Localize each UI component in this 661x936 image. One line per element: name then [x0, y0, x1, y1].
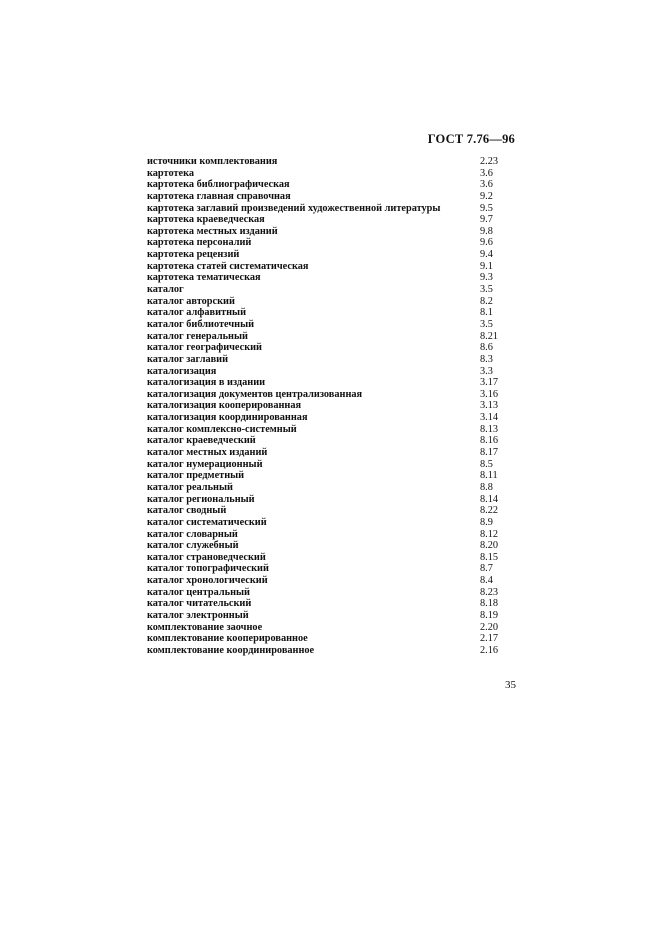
- index-entry: [147, 354, 507, 366]
- index-entry: [147, 296, 507, 308]
- index-entry: [147, 622, 507, 634]
- index-term: каталог авторский: [147, 295, 235, 307]
- index-term: картотека главная справочная: [147, 190, 291, 202]
- index-term: каталог заглавий: [147, 353, 229, 365]
- index-term: комплектование координированное: [147, 644, 315, 656]
- index-reference: 3.14: [480, 412, 499, 424]
- index-entry: [147, 587, 507, 599]
- index-term: каталог хронологический: [147, 575, 268, 587]
- index-reference: 3.6: [480, 179, 493, 191]
- index-entry: [147, 203, 507, 215]
- index-term: картотека рецензий: [147, 249, 240, 261]
- index-entry: [147, 505, 507, 517]
- index-reference: 8.17: [480, 447, 499, 459]
- index-term: каталог региональный: [147, 493, 255, 505]
- index-entry: [147, 459, 507, 471]
- index-entry: [147, 377, 507, 389]
- index-term: каталог центральный: [147, 586, 250, 598]
- index-entry: [147, 575, 507, 587]
- index-reference: 9.5: [480, 202, 493, 214]
- index-reference: 8.16: [480, 435, 499, 447]
- index-entry: [147, 272, 507, 284]
- index-reference: 8.6: [480, 342, 493, 354]
- index-reference: 2.23: [480, 156, 499, 167]
- index-reference: 8.13: [480, 423, 499, 435]
- index-entry: [147, 598, 507, 610]
- index-term: каталог предметный: [147, 470, 245, 482]
- index-term: комплектование кооперированное: [147, 633, 308, 645]
- index-reference: 8.14: [480, 493, 499, 505]
- index-reference: 8.4: [480, 575, 493, 587]
- index-entry: [147, 552, 507, 564]
- index-term: каталог географический: [147, 342, 262, 354]
- index-term: картотека библиографическая: [147, 179, 290, 191]
- index-entry: [147, 156, 507, 168]
- index-term: каталог библиотечный: [147, 318, 255, 330]
- index-reference: 9.6: [480, 237, 493, 249]
- index-entry: [147, 261, 507, 273]
- index-reference: 9.4: [480, 249, 493, 261]
- index-reference: 8.7: [480, 563, 493, 575]
- index-term: каталог читательский: [147, 598, 252, 610]
- index-entry: [147, 540, 507, 552]
- index-term: каталогизация координированная: [147, 412, 308, 424]
- index-reference: 8.20: [480, 540, 499, 552]
- index-entry: [147, 633, 507, 645]
- index-term: картотека тематическая: [147, 272, 261, 284]
- index-reference: 3.5: [480, 318, 493, 330]
- index-reference: 8.23: [480, 586, 499, 598]
- index-term: каталогизация в издании: [147, 377, 266, 389]
- index-term: каталогизация: [147, 365, 217, 377]
- index-term: картотека краеведческая: [147, 214, 265, 226]
- index-reference: 8.9: [480, 516, 493, 528]
- index-term: каталог сводный: [147, 505, 227, 517]
- index-reference: 3.6: [480, 167, 493, 179]
- index-reference: 2.16: [480, 644, 499, 656]
- index-reference: 8.15: [480, 551, 499, 563]
- index-term: каталогизация кооперированная: [147, 400, 302, 412]
- index-term: каталогизация документов централизованная: [147, 388, 363, 400]
- index-entry: [147, 447, 507, 459]
- index-reference: 9.7: [480, 214, 493, 226]
- index-reference: 8.18: [480, 598, 499, 610]
- index-reference: 2.20: [480, 621, 499, 633]
- index-entry: [147, 400, 507, 412]
- index-term: источники комплектования: [147, 156, 278, 167]
- index-term: каталог систематический: [147, 516, 267, 528]
- index-term: каталог страноведческий: [147, 551, 266, 563]
- index-entry: [147, 226, 507, 238]
- index-entry: [147, 191, 507, 203]
- index-entry: [147, 494, 507, 506]
- index-entry: [147, 307, 507, 319]
- index-term: каталог комплексно-системный: [147, 423, 297, 435]
- index-term: комплектование заочное: [147, 621, 263, 633]
- index-reference: 8.22: [480, 505, 499, 517]
- index-entry: [147, 214, 507, 226]
- index-reference: 8.1: [480, 307, 493, 319]
- index-reference: 8.5: [480, 458, 493, 470]
- index-entry: [147, 517, 507, 529]
- index-entry: [147, 342, 507, 354]
- index-entry: [147, 168, 507, 180]
- index-entry: [147, 482, 507, 494]
- index-term: каталог: [147, 284, 184, 296]
- index-reference: 8.21: [480, 330, 499, 342]
- index-term: каталог электронный: [147, 609, 249, 621]
- index-term: каталог словарный: [147, 528, 238, 540]
- index-reference: 2.17: [480, 633, 499, 645]
- index-entry: [147, 389, 507, 401]
- index-entry: [147, 435, 507, 447]
- index-term: картотека местных изданий: [147, 225, 278, 237]
- index-entry: [147, 179, 507, 191]
- index-reference: 9.3: [480, 272, 493, 284]
- index-reference: 8.2: [480, 295, 493, 307]
- index-term: каталог служебный: [147, 540, 239, 552]
- index-reference: 3.17: [480, 377, 499, 389]
- index-reference: 8.19: [480, 609, 499, 621]
- index-entry: [147, 610, 507, 622]
- index-reference: 8.11: [480, 470, 498, 482]
- index-entry: [147, 470, 507, 482]
- index-reference: 3.16: [480, 388, 499, 400]
- index-term: каталог местных изданий: [147, 447, 268, 459]
- index-reference: 9.1: [480, 260, 493, 272]
- index-entry: [147, 284, 507, 296]
- index-reference: 8.12: [480, 528, 499, 540]
- index-entry: [147, 412, 507, 424]
- index-term: картотека: [147, 167, 195, 179]
- index-term: картотека персоналий: [147, 237, 252, 249]
- index-entry: [147, 366, 507, 378]
- term-index-list: [147, 156, 507, 657]
- index-reference: 9.2: [480, 190, 493, 202]
- index-term: картотека заглавий произведений художественной литературы: [147, 202, 441, 214]
- index-entry: [147, 331, 507, 343]
- index-entry: [147, 424, 507, 436]
- index-reference: 8.3: [480, 353, 493, 365]
- index-term: каталог нумерационный: [147, 458, 263, 470]
- index-entry: [147, 645, 507, 657]
- index-reference: 3.3: [480, 365, 493, 377]
- index-term: каталог генеральный: [147, 330, 248, 342]
- index-reference: 3.5: [480, 284, 493, 296]
- index-entry: [147, 319, 507, 331]
- index-reference: 8.8: [480, 481, 493, 493]
- page-number: 35: [505, 679, 516, 691]
- index-entry: [147, 237, 507, 249]
- index-entry: [147, 249, 507, 261]
- index-term: каталог топографический: [147, 563, 269, 575]
- standard-header: ГОСТ 7.76—96: [427, 132, 515, 146]
- index-term: каталог реальный: [147, 481, 233, 493]
- index-entry: [147, 529, 507, 541]
- index-term: картотека статей систематическая: [147, 260, 309, 272]
- index-term: каталог алфавитный: [147, 307, 247, 319]
- index-reference: 9.8: [480, 225, 493, 237]
- index-entry: [147, 563, 507, 575]
- index-term: каталог краеведческий: [147, 435, 256, 447]
- index-reference: 3.13: [480, 400, 499, 412]
